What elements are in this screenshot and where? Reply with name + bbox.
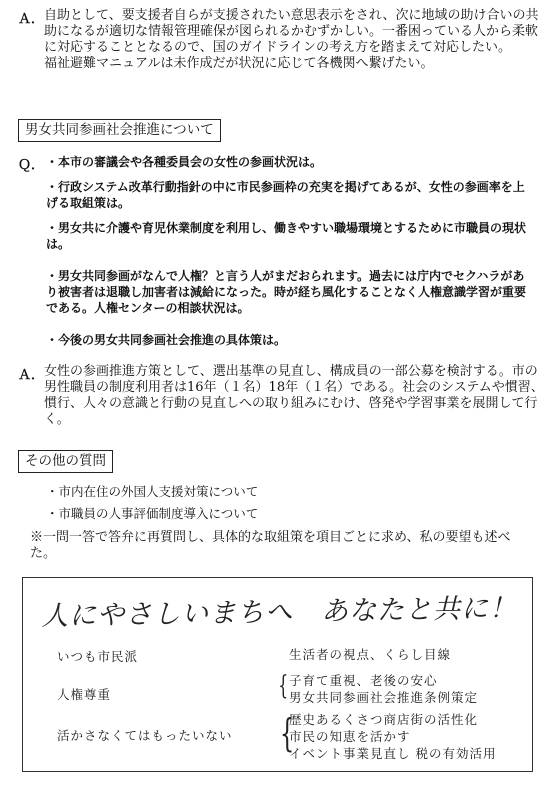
section-heading-gender-equality: 男女共同参画社会推進について bbox=[18, 119, 221, 142]
policy-label: 人権尊重 bbox=[57, 687, 112, 702]
brace-icon: { bbox=[278, 671, 289, 701]
question-item: ・行政システム改革行動指針の中に市民参画枠の充実を掲げてあるが、女性の参画率を上げる取組策は。 bbox=[46, 180, 525, 210]
question-item: ・今後の男女共同参画社会推進の具体策は。 bbox=[46, 333, 287, 347]
brace-icon: { bbox=[279, 711, 295, 755]
answer-marker: Ａ． bbox=[18, 368, 45, 383]
policy-detail: 子育て重視、老後の安心 bbox=[289, 673, 438, 688]
other-question-item: ・市内在住の外国人支援対策について bbox=[46, 484, 259, 499]
section-heading-other-questions: その他の質問 bbox=[18, 450, 113, 473]
policy-detail: 男女共同参画社会推進条例策定 bbox=[289, 690, 479, 705]
question-marker: Ｑ． bbox=[18, 158, 45, 173]
answer-text bbox=[44, 8, 544, 72]
slogan-handwritten: 人にやさしいまちへ あなたと共に！ bbox=[40, 592, 518, 633]
closing-note: ※一問一答で答弁に再質問し、具体的な取組策を項目ごとに求め、私の要望も述べた。 bbox=[30, 530, 511, 561]
policy-detail: 市民の知恵を活かす bbox=[289, 729, 411, 744]
answer-block-2 bbox=[18, 364, 544, 428]
policy-label: いつも市民派 bbox=[57, 649, 139, 664]
question-item: ・本市の審議会や各種委員会の女性の参画状況は。 bbox=[46, 155, 323, 169]
question-item: ・男女共に介護や育児休業制度を利用し、働きやすい職場環境とするために市職員の現状は。 bbox=[46, 221, 527, 251]
answer-paragraph: 自助として、要支援者自らが支援されたい意思表示をされ、次に地域の助け合いの共助になるが適切な情報管理確保が図られるかむずかしい。一番困っている人から柔軟に対応することとなるので、国のガイドラインの考え方を踏まえて対応したい。 bbox=[44, 8, 539, 55]
other-question-item: ・市職員の人事評価制度導入について bbox=[46, 506, 259, 521]
answer-paragraph: 福祉避難マニュアルは未作成だが状況に応じて各機関へ繋げたい。 bbox=[44, 56, 434, 71]
answer-block-1 bbox=[18, 8, 544, 72]
question-item: ・男女共同参画がなんで人権？と言う人がまだおられます。過去には庁内でセクハラがあり被害者は退職し加害者は減給になった。時が経ち風化することなく人権意識学習が重要である。人権センターの相談状況は。 bbox=[46, 269, 527, 315]
policy-detail: イベント事業見直し 税の有効活用 bbox=[289, 746, 497, 761]
policy-label: 活かさなくてはもったいない bbox=[57, 728, 233, 743]
policy-detail: 歴史あるくさつ商店街の活性化 bbox=[289, 712, 479, 727]
policy-detail: 生活者の視点、くらし目線 bbox=[289, 647, 452, 662]
answer-marker: Ａ． bbox=[18, 12, 45, 27]
answer-text: 女性の参画推進方策として、選出基準の見直し、構成員の一部公募を検討する。市の男性職員の制度利用者は16年（１名）18年（１名）である。社会のシステムや慣習、慣行、人々の意識と行動の見直しへの取り組みにむけ、啓発や学習事業を展開して行く。 bbox=[44, 364, 544, 427]
slogan-box bbox=[22, 577, 533, 772]
